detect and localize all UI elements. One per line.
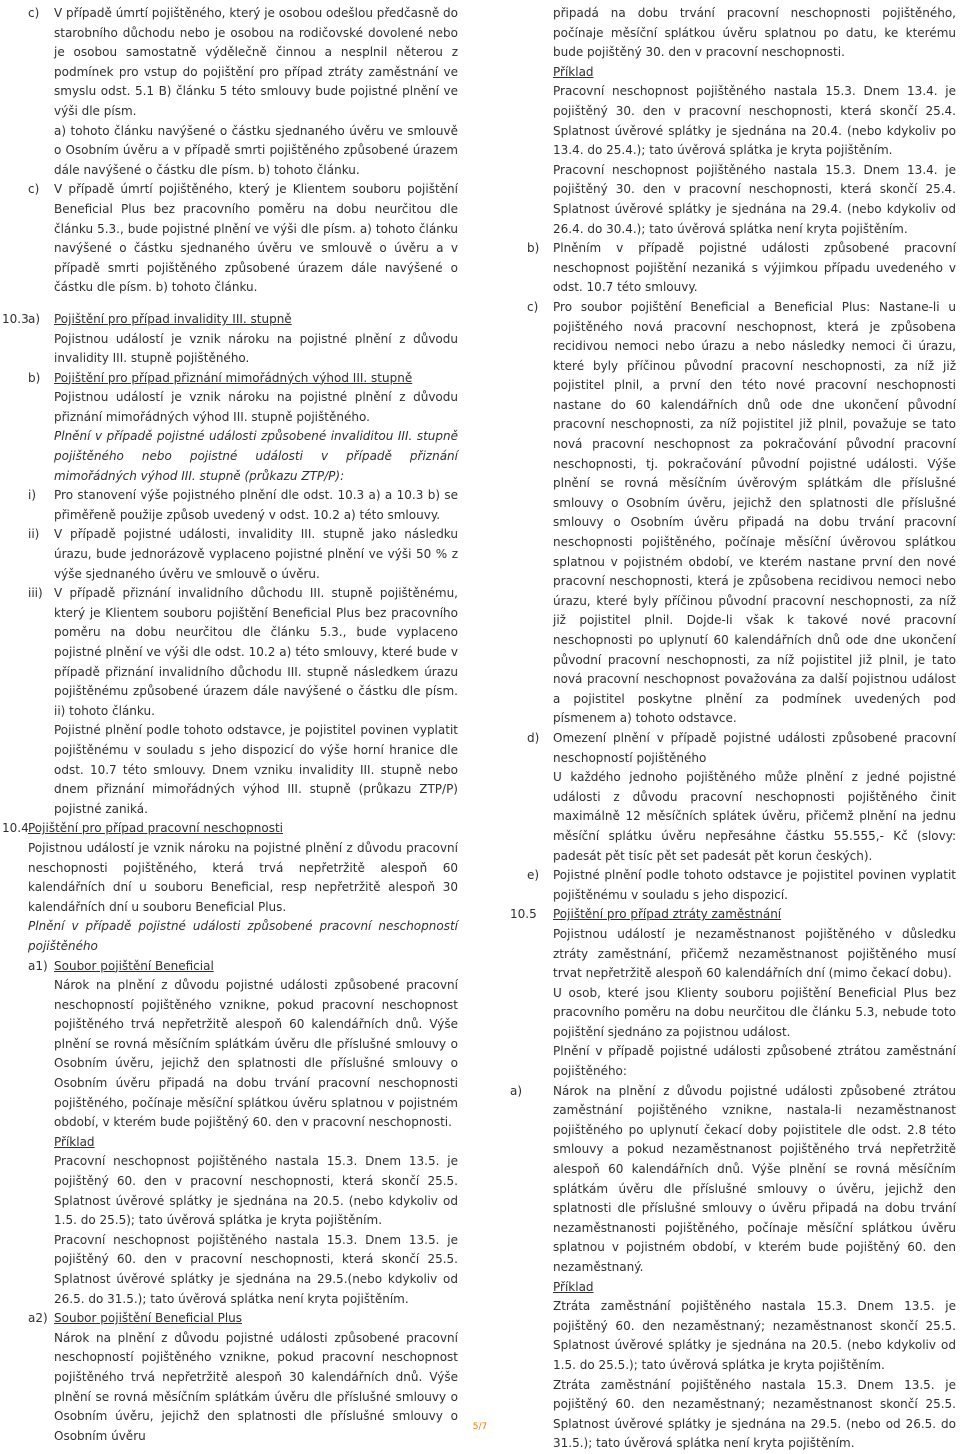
example-text: Ztráta zaměstnání pojištěného nastala 15.3. Dnem 13.5. je pojištěný 60. den nezaměstnaný; nezaměstnanost skončí 25.5. Splatnost úvěrové splátky je sjednána na 29.5. (nebo od 26.5. do 31.5.); tato úvěrová splátka není kryta pojištěním. (553, 1377, 956, 1451)
clause-text: Nárok na plnění z důvodu pojistné události způsobené ztrátou zaměstnání pojištěného vznikne, nastala-li nezaměstnanost pojištěného po uplynutí čekací doby pojistitele dle odst. 2.8 této smlouvy a pokud nezaměstnanost pojištěného trvá nepřetržitě alespoň 60 kalendářních dnů. Výše plnění se rovná měsíčním splátkám úvěru dle příslušné smlouvy o úvěru, jejichž den splatnosti dle příslušné smlouvy o úvěru připadá na dobu trvání nezaměstnanosti pojištěného, počínaje měsíční splátkou úvěru splatnou v pojistném období, v kterém bude pojištěný 60. den nezaměstnaný. (553, 1083, 956, 1274)
section-number: 10.4 (2, 821, 29, 836)
clause-text: Pojistnou událostí je nezaměstnanost pojištěného v důsledku ztráty zaměstnání, přičemž nezaměstnanost pojištěného musí trvat nepřetržitě alespoň 60 kalendářních dní (mimo čekací dobu). (553, 926, 956, 981)
section-title: Pojištění pro případ invalidity III. stupně (54, 311, 292, 326)
clause-text: Nárok na plnění z důvodu pojistné události způsobené pracovní neschopností pojištěného vznikne, pokud pracovní neschopnost pojištěného trvá nepřetržitě alespoň 30 kalendářních dnů. Výše plnění se rovná měsíčním splátkám úvěru dle příslušné smlouvy o Osobním úvěru, jejichž den splatnosti dle příslušné smlouvy o Osobním úvěru (54, 1330, 458, 1443)
example-heading: Příklad (54, 1134, 95, 1149)
italic-heading: Plnění v případě pojistné události způsobené invaliditou III. stupně pojištěného nebo pojistné události v případě přiznání mimořádných výhod III. stupně (průkazu ZTP/P): (54, 429, 458, 483)
clause-c-retired (28, 4, 458, 180)
section-10-3-b (28, 369, 458, 487)
section-title: Pojištění pro případ přiznání mimořádných výhod III. stupně (54, 370, 413, 385)
item-label: e) (527, 868, 540, 883)
clause-text: V případě úmrtí pojištěného, který je osobou odešlou předčasně do starobního důchodu nebo je osobou na rodičovské dovolené nebo je osobou samostatně výdělečně činnou a nesplnil něterou z podmínek pro vstup do pojištění pro případ ztráty zaměstnání ve smyslu odst. 5.1 B) článku 5 této smlouvy bude pojistné plnění ve výši dle písm. (54, 6, 458, 118)
clause-text: U každého jednoho pojištěného může plnění z jedné pojistné události z důvodu pracovní neschopnosti pojištěného činit maximálně 12 měsíčních splátek úvěru, přičemž plnění na jednu měsíční splátku úvěru nepřesáhne částku 55.555,- Kč (slovy: padesát pět tisíc pět set padesát pět korun českých). (553, 770, 956, 863)
item-iii (28, 584, 458, 819)
clause-text: Plnění v případě pojistné události způsobené ztrátou zaměstnání pojištěného: (553, 1044, 956, 1079)
item-label: c) (527, 299, 539, 314)
clause-text: V případě přiznání invalidního důchodu III. stupně pojištěnému, který je Klientem souboru pojištění Beneficial Plus bez pracovního poměru na dobu neurčitou dle článku 5.3., bude vyplaceno pojistné plnění ve výši dle odst. 10.2 a) této smlouvy, které bude v případě přiznání invalidního důchodu III. stupně následkem úrazu pojištěnému způsobené úrazem dále navýšené o částku dle písm. ii) tohoto článku. (54, 586, 458, 718)
clause-d (527, 729, 956, 866)
section-title: Pojištění pro případ pracovní neschopnosti (28, 821, 283, 836)
clause-text: Pojistné plnění podle tohoto odstavce, je pojistitel povinen vyplatit pojištěnému v souladu s jeho dispozicí do výše horní hranice dle odst. 10.7 této smlouvy. Dnem vzniku invalidity III. stupně nebo dnem přiznání mimořádných výhod III. stupně (průkazu ZTP/P) pojistné zaniká. (54, 723, 458, 816)
italic-heading: Plnění v případě pojistné události způsobené pracovní neschopností pojištěného (28, 919, 458, 953)
clause-text: připadá na dobu trvání pracovní neschopnosti pojištěného, počínaje měsíční splátkou úvěru splatnou po datu, ke kterému bude pojištěný 30. den v pracovní neschopnosti. (553, 6, 956, 60)
clause-text: V případě pojistné události, invalidity III. stupně jako následku úrazu, bude jednorázově vyplaceno pojistné plnění ve výši 50 % z výše sjednaného úvěru ve smlouvě o úvěru. (54, 527, 458, 581)
section-10-5-a (510, 1082, 956, 1454)
clause-c-plus (28, 180, 458, 298)
clause-c (527, 298, 956, 729)
clause-text: Plněním v případě pojistné události způsobené pracovní neschopnost pojištění nezaniká s výjimkou případu uvedeného v odst. 10.7 této smlouvy. (553, 241, 956, 295)
clause-text: Nárok na plnění z důvodu pojistné události způsobené pracovní neschopností pojištěného vznikne, pokud pracovní neschopnost pojištěného trvá nepřetržitě alespoň 60 kalendářních dnů. Výše plnění se rovná měsíčním splátkám úvěru dle příslušné smlouvy o Osobním úvěru, jejichž den splatnosti dle příslušné smlouvy o Osobním úvěru připadá na dobu trvání pracovní neschopnosti pojištěného, počínaje měsíční splátkou úvěru splatnou v pojistném období, v kterém bude pojištěný 60. den v pracovní neschopnosti. (54, 978, 458, 1130)
item-label: a) (28, 311, 41, 326)
item-label: a) (510, 1083, 523, 1098)
item-ii (28, 525, 458, 584)
example-text: Pracovní neschopnost pojištěného nastala 15.3. Dnem 13.4. je pojištěný 30. den v pracovní neschopnosti, která skončí 25.4. Splatnost úvěrové splátky je sjednána na 29.4. (nebo kdykoliv od 26.4. do 30.4.); tato úvěrová splátka není kryta pojištěním. (553, 162, 956, 236)
section-title: Soubor pojištění Beneficial (54, 958, 214, 973)
section-number: 10.5 (510, 907, 537, 922)
clause-text: Pojistné plnění podle tohoto odstavce je pojistitel povinen vyplatit pojištěnému v souladu s jeho dispozicí. (553, 868, 956, 902)
page-number: 5/7 (472, 1422, 488, 1432)
example-heading: Příklad (553, 1279, 594, 1294)
item-label: c) (28, 182, 40, 197)
item-label: a2) (28, 1311, 48, 1326)
example-text: Pracovní neschopnost pojištěného nastala 15.3. Dnem 13.5. je pojištěný 60. den v pracovní neschopnosti, která skončí 25.5. Splatnost úvěrové splátky je sjednána na 20.5. (nebo kdykoliv od 1.5. do 25.5); tato úvěrová splátka je kryta pojištěním. (54, 1154, 458, 1228)
item-a1 (28, 957, 458, 1310)
clause-text: Pojistnou událostí je vznik nároku na pojistné plnění z důvodu přiznání mimořádných výhod III. stupně pojištěného. (54, 390, 458, 424)
continuation (553, 4, 956, 239)
section-number: 10.3 (2, 311, 29, 326)
item-label: a1) (28, 958, 48, 973)
clause-e (527, 866, 956, 905)
item-label: ii) (28, 527, 40, 542)
clause-text: Omezení plnění v případě pojistné události způsobené pracovní neschopností pojištěného (553, 730, 956, 765)
clause-text: Pro soubor pojištění Beneficial a Beneficial Plus: Nastane-li u pojištěného nová pracovní neschopnost, která je způsobena recidivou nemoci nebo úrazu a nebo následky nemoci či úrazu, které byly příčinou původní pracovní neschopnosti, za níž již pojistitel plnil, a první den této nové pracovní neschopnosti nastane do 60 kalendářních dnů ode dne ukončení původní pracovní neschopnosti, za níž pojistitel již plnil, považuje se tato nová pracovní neschopnost za pokračování původní pracovní neschopnosti, tj. pokračování původní pojistné události. Výše plnění se rovná měsíčním úvěrovým splátkám dle příslušné smlouvy o Osobním úvěru, jejichž den splatnosti dle příslušné smlouvy o Osobním úvěru připadá na dobu trvání pracovní neschopnosti pojištěného, počínaje měsíční úvěrovou splátkou splatnou v pojistném období, ve kterém nastane první den nové pracovní neschopnosti, která je způsobena recidivou nemoci nebo úrazu, které byly příčinou původní pracovní neschopnosti, za níž již pojistitel plnil. Dojde-li však k takové nové pracovní neschopnosti po uplynutí 60 kalendářních dnů ode dne ukončení původní pracovní neschopnosti, za níž pojistitel již plnil, je tato nová pracovní neschopnost považována za další pojistnou událost a pojistitel poskytne plnění za podmínek uvedených pod písmenem a) tohoto odstavce. (553, 299, 956, 726)
clause-text: U osob, které jsou Klienty souboru pojištění Beneficial Plus bez pracovního poměru na dobu neurčitou dle článku 5.3, nebude toto pojištění sjednáno za pojistnou událost. (553, 985, 956, 1039)
item-label: b) (28, 370, 41, 385)
item-label: d) (527, 730, 540, 745)
section-10-4 (2, 819, 458, 956)
item-label: b) (527, 241, 540, 256)
section-title: Pojištění pro případ ztráty zaměstnání (553, 907, 782, 922)
example-heading: Příklad (553, 64, 594, 79)
clause-text: a) tohoto článku navýšené o částku sjednaného úvěru ve smlouvě o Osobním úvěru a v případě smrti pojištěného způsobené úrazem dále navýšené o částku dle písm. b) tohoto článku. (54, 123, 458, 177)
clause-text: V případě úmrtí pojištěného, který je Klientem souboru pojištění Beneficial Plus bez pracovního poměru na dobu neurčitou dle článku 5.3., bude pojistné plnění ve výši dle písm. a) tohoto článku navýšené o částku sjednaného úvěru ve smlouvě o úvěru a v případě smrti pojištěného způsobené úrazem dále navýšené o částku dle písm. b) tohoto článku. (54, 182, 458, 295)
section-title: Soubor pojištění Beneficial Plus (54, 1311, 243, 1326)
example-text: Pracovní neschopnost pojištěného nastala 15.3. Dnem 13.4. je pojištěný 30. den v pracovní neschopnosti, která skončí 25.4. Splatnost úvěrové splátky je sjednána na 20.4. (nebo kdykoliv po 13.4. do 25.4.); tato úvěrová splátka je kryta pojištěním. (553, 84, 956, 158)
left-column (2, 4, 458, 1446)
item-label: i) (28, 488, 37, 503)
item-i (28, 486, 458, 525)
item-label: iii) (28, 586, 43, 601)
example-text: Pracovní neschopnost pojištěného nastala 15.3. Dnem 13.5. je pojištěný 60. den v pracovní neschopnosti, která skončí 25.5. Splatnost úvěrové splátky je sjednána na 29.5.(nebo kdykoliv od 26.5. do 31.5.); tato úvěrová splátka není kryta pojištěním. (54, 1232, 458, 1306)
section-10-5 (510, 905, 956, 1081)
section-10-3 (2, 310, 458, 369)
right-column (510, 4, 956, 1454)
clause-text: Pojistnou událostí je vznik nároku na pojistné plnění z důvodu invalidity III. stupně pojištěného. (54, 331, 458, 366)
clause-b (527, 239, 956, 298)
clause-text: Pojistnou událostí je vznik nároku na pojistné plnění z důvodu pracovní neschopnosti pojištěného, která trvá nepřetržitě alespoň 60 kalendářních dní u souboru Beneficial, resp nepřetržitě alespoň 30 kalendářních dní u souboru Beneficial Plus. (28, 840, 458, 914)
example-text: Ztráta zaměstnání pojištěného nastala 15.3. Dnem 13.5. je pojištěný 60. den nezaměstnaný; nezaměstnanost skončí 25.5. Splatnost úvěrové splátky je sjednána na 20.5. (nebo kdykoliv od 1.5. do 25.5.); tato úvěrová splátka je kryta pojištěním. (553, 1299, 956, 1372)
item-label: c) (28, 6, 40, 20)
clause-text: Pro stanovení výše pojistného plnění dle odst. 10.3 a) a 10.3 b) se přiměřeně použije způsob uvedený v odst. 10.2 a) této smlouvy. (54, 488, 458, 522)
